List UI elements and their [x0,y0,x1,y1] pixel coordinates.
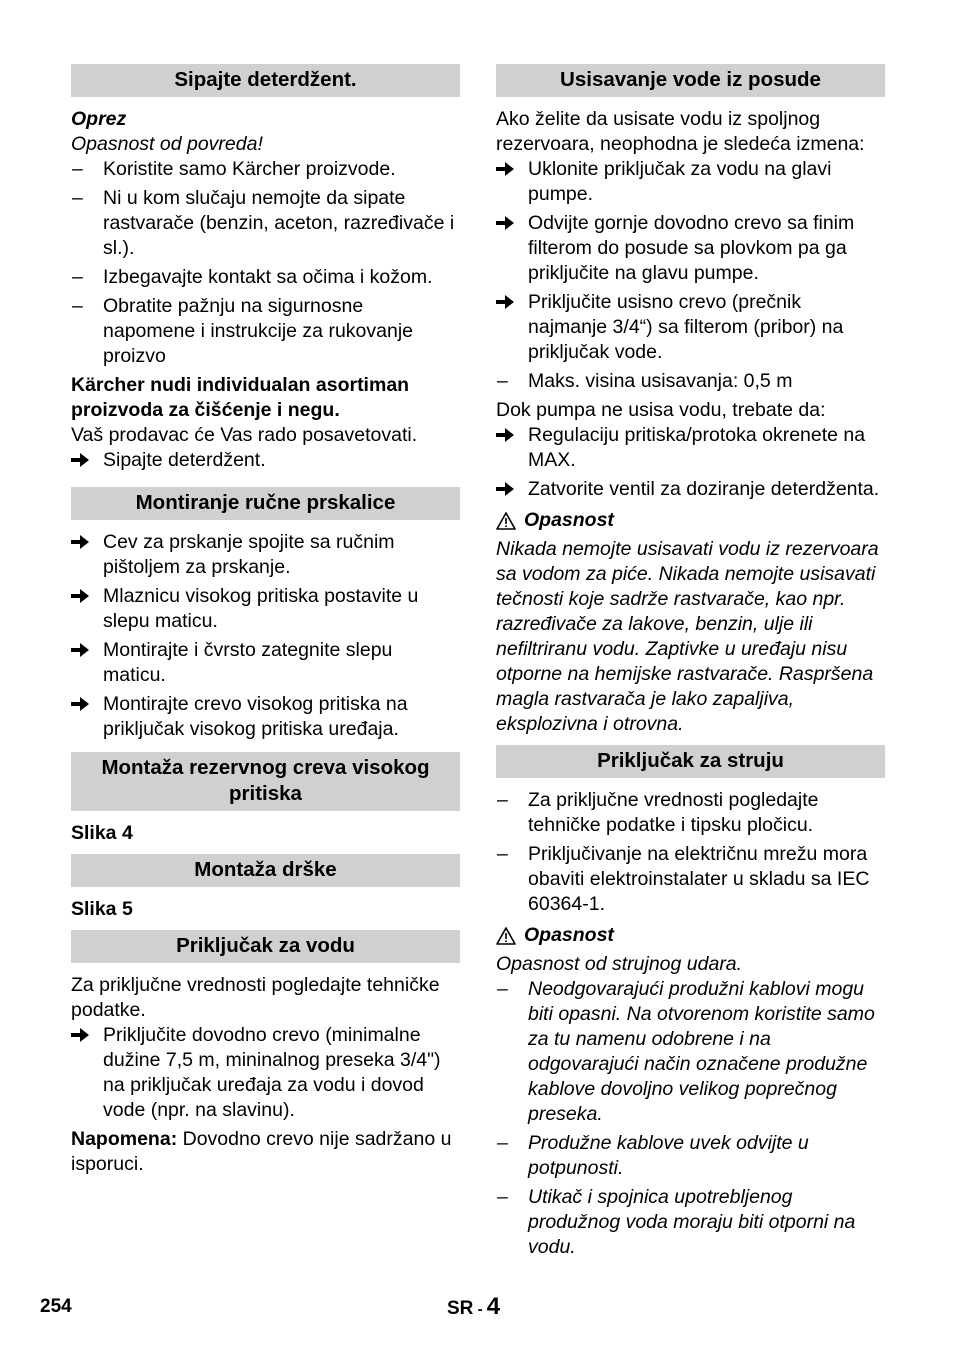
dealer-text: Vaš prodavac će Vas rado posavetovati. [71,424,418,446]
arrow-right-icon [496,428,514,442]
arrow-right-icon [71,1028,89,1042]
step-item: Priključite dovodno crevo (minimalne dužine 7,5 m, mininalnog preseka 3/4") na priključak uređaja za vodu i dovod vode (npr. na slavinu). [71,1023,460,1123]
arrow-right-icon [71,535,89,549]
arrow-right-icon [496,295,514,309]
caution-label: Oprez [71,108,127,130]
step-item: Odvijte gornje dovodno crevo sa finim filterom do posude sa plovkom pa ga priključite na glavu pumpe. [496,211,885,286]
heading-prikljucak-vodu: Priključak za vodu [71,930,460,963]
danger-label-row: Opasnost [496,923,885,948]
danger-text: Nikada nemojte usisavati vodu iz rezervoara sa vodom za piće. Nikada nemojte usisavati tečnosti koje sadrže rastvarače, kao npr. razređivače za lakove, benzin, ulje ili nefiltriranu vodu. Zaptivke u uređaju nisu otporne na hemijske rastvarače. Raspršena magla rastvarača je lako zapaljiva, eksplozivna i otrovna. [496,538,879,735]
left-column [71,64,460,1177]
figure-ref: Slika 5 [71,898,133,920]
step-item: Zatvorite ventil za doziranje deterdženta. [496,477,885,502]
step-item: Montirajte i čvrsto zategnite slepu maticu. [71,638,460,688]
bold-note: Kärcher nudi individualan asortiman proizvoda za čišćenje i negu. [71,374,410,421]
step-item: Mlaznicu visokog pritiska postavite u slepu maticu. [71,584,460,634]
list-item: – Priključivanje na električnu mrežu mora obaviti elektroinstalater u skladu sa IEC 60364-1. [497,843,870,915]
page-number: 254 [40,1296,72,1317]
danger-label-row: Opasnost [496,508,885,533]
intro-text: Ako želite da usisate vodu iz spoljnog rezervoara, neophodna je sledeća izmena: [496,108,865,155]
heading-montaza-creva: Montaža rezervnog creva visokog pritiska [71,752,460,811]
arrow-right-icon [71,453,89,467]
water-text: Za priključne vrednosti pogledajte tehničke podatke. [71,974,440,1021]
arrow-right-icon [496,482,514,496]
right-column [496,64,885,1260]
list-item: – Maks. visina usisavanja: 0,5 m [497,370,793,392]
list-item: – Za priključne vrednosti pogledajte tehničke podatke i tipsku pločicu. [497,789,819,836]
list-item: – Produžne kablove uvek odvijte u potpunosti. [497,1132,809,1179]
step-item: Montirajte crevo visokog pritiska na priključak visokog pritiska uređaja. [71,692,460,742]
list-item: – Koristite samo Kärcher proizvode. [72,158,396,180]
list-item: – Izbegavajte kontakt sa očima i kožom. [72,266,433,288]
list-item: – Utikač i spojnica upotrebljenog produžnog voda moraju biti otporni na vodu. [497,1186,856,1258]
step-item: Sipajte deterdžent. [71,448,460,473]
heading-prikljucak-struju: Priključak za struju [496,745,885,778]
list-item: – Neodgovarajući produžni kablovi mogu biti opasni. Na otvorenom koristite samo za tu namenu odobrene i na odgovarajući način označene produžne kablove dovoljno velikog poprečnog preseka. [497,978,875,1125]
arrow-right-icon [496,216,514,230]
arrow-right-icon [71,643,89,657]
step-item: Regulaciju pritiska/protoka okrenete na MAX. [496,423,885,473]
arrow-right-icon [71,589,89,603]
step-item: Priključite usisno crevo (prečnik najmanje 3/4“) sa filterom (pribor) na priključak vode. [496,290,885,365]
dok-text: Dok pumpa ne usisa vodu, trebate da: [496,399,826,421]
heading-usisavanje: Usisavanje vode iz posude [496,64,885,97]
warning-triangle-icon [496,927,516,945]
warning-triangle-icon [496,512,516,530]
figure-ref: Slika 4 [71,822,133,844]
heading-montiranje: Montiranje ručne prskalice [71,487,460,520]
list-item: – Ni u kom slučaju nemojte da sipate rastvarače (benzin, aceton, razređivače i sl.). [72,187,455,259]
arrow-right-icon [496,162,514,176]
step-item: Uklonite priključak za vodu na glavi pumpe. [496,157,885,207]
step-item: Cev za prskanje spojite sa ručnim pištoljem za prskanje. [71,530,460,580]
note: Napomena: Dovodno crevo nije sadržano u isporuci. [71,1128,452,1175]
heading-sipajte: Sipajte deterdžent. [71,64,460,97]
caution-text: Opasnost od povreda! [71,133,263,155]
danger-subtext: Opasnost od strujnog udara. [496,953,743,975]
page-section-label: SR - 4 [447,1293,501,1320]
list-item: – Obratite pažnju na sigurnosne napomene i instrukcije za rukovanje proizvo [72,295,414,367]
heading-montaza-drske: Montaža drške [71,854,460,887]
arrow-right-icon [71,697,89,711]
